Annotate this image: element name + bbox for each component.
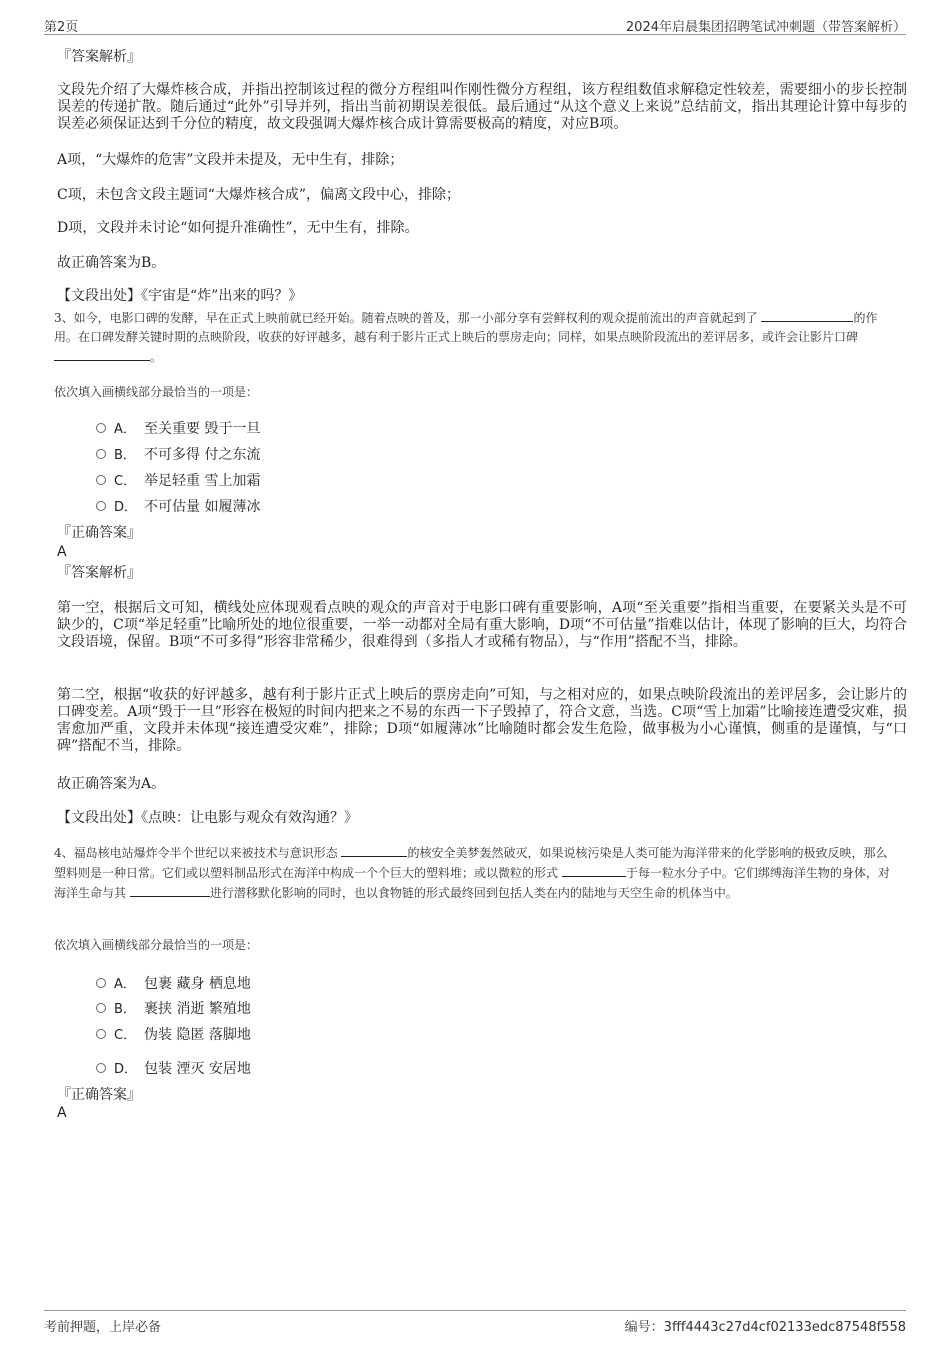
option-letter: A． [114, 422, 136, 437]
q4-blank-3 [130, 883, 210, 897]
option-text: 包裹 藏身 栖息地 [144, 976, 251, 992]
q3-stem-part-2: 的作用。在口碑发酵关键时期的点映阶段，收获的好评越多，越有利于影片正式上映后的票房走向；同样，如果点映阶段流出的差评居多，或许会让影片口碑 [54, 311, 878, 344]
q4-option-c[interactable] [96, 1026, 251, 1045]
document-code: 编号：3fff4443c27d4cf02133edc87548f558 [624, 1320, 906, 1335]
option-letter: B． [114, 448, 136, 463]
q3-answer: A [57, 544, 67, 560]
option-letter: C． [114, 474, 137, 489]
q4-stem-part-2: 的核安全美梦轰然破灭，如果说核污染是人类可能为海洋带来的化学影响的极致反映，那么塑料则是一种日常。它们或以塑料制品形式在海洋中构成一个个巨大的塑料堆；或以微粒的形式 [54, 846, 888, 880]
page-footer [44, 1310, 906, 1333]
footer-slogan: 考前押题，上岸必备 [44, 1320, 162, 1335]
q3-stem [54, 308, 899, 367]
option-text: 举足轻重 雪上加霜 [144, 473, 261, 489]
q3-analysis-paragraph-2: 第二空，根据“收获的好评越多，越有利于影片正式上映后的票房走向”可知，与之相对应的，如果点映阶段流出的差评居多，会让影片的口碑变差。A项“毁于一旦”形容在极短的时间内把来之不易的东西一下子毁掉了，符合文意，当选。C项“雪上加霜”比喻接连遭受灾难，损害愈加严重，文段并未体现“接连遭受灾难”，排除；D项“如履薄冰”比喻随时都会发生危险，做事极为小心谨慎，侧重的是谨慎，与“口碑”搭配不当，排除。 [57, 687, 907, 754]
q4-option-a[interactable] [96, 975, 251, 994]
q3-conclusion: 故正确答案为A。 [57, 776, 166, 792]
radio-icon[interactable] [96, 475, 106, 485]
document-title: 2024年启晨集团招聘笔试冲刺题（带答案解析） [625, 20, 906, 35]
q3-source: 【文段出处】《点映：让电影与观众有效沟通？》 [57, 810, 358, 826]
q3-option-b[interactable] [96, 446, 260, 465]
radio-icon[interactable] [96, 1063, 106, 1073]
q4-option-b[interactable] [96, 1000, 251, 1019]
q4-answer: A [57, 1105, 67, 1121]
q2-analysis-option-c: C项，未包含文段主题词“大爆炸核合成”，偏离文段中心，排除； [57, 187, 461, 203]
q3-analysis-paragraph-1: 第一空，根据后文可知，横线处应体现观看点映的观众的声音对于电影口碑有重要影响，A项“至关重要”指相当重要，在要紧关头是不可缺少的，C项“举足轻重”比喻所处的地位很重要，一举一动都对全局有重大影响，D项“不可估量”指难以估计，体现了影响的巨大，均符合文段语境，保留。B项“不可多得”形容非常稀少，很难得到（多指人才或稀有物品），与“作用”搭配不当，排除。 [57, 600, 907, 650]
q4-option-d[interactable] [96, 1060, 251, 1079]
radio-icon[interactable] [96, 978, 106, 988]
q4-blank-2 [562, 863, 626, 877]
q3-blank-2 [54, 347, 150, 361]
q3-instruction: 依次填入画横线部分最恰当的一项是： [54, 385, 259, 399]
option-text: 伪装 隐匿 落脚地 [144, 1027, 251, 1043]
q2-analysis-label: 『答案解析』 [57, 49, 141, 65]
option-letter: D． [114, 500, 138, 515]
q4-blank-1 [341, 843, 407, 857]
q2-analysis-option-a: A项，“大爆炸的危害”文段并未提及，无中生有，排除； [57, 152, 404, 168]
option-letter: B． [114, 1002, 136, 1017]
option-letter: A． [114, 977, 136, 992]
radio-icon[interactable] [96, 1029, 106, 1039]
option-text: 裹挟 消逝 繁殖地 [144, 1001, 251, 1017]
radio-icon[interactable] [96, 449, 106, 459]
q3-stem-part-1: 3、如今，电影口碑的发酵，早在正式上映前就已经开始。随着点映的普及，那一小部分享有尝鲜权利的观众提前流出的声音就起到了 [54, 311, 758, 325]
q3-blank-1 [761, 308, 853, 322]
q3-stem-part-3: 。 [150, 350, 163, 364]
option-text: 包装 湮灭 安居地 [144, 1061, 251, 1077]
option-text: 不可估量 如履薄冰 [144, 499, 261, 515]
radio-icon[interactable] [96, 1003, 106, 1013]
q2-analysis-option-d: D项，文段并未讨论“如何提升准确性”，无中生有，排除。 [57, 220, 419, 236]
q3-option-c[interactable] [96, 472, 260, 491]
q2-conclusion: 故正确答案为B。 [57, 255, 166, 271]
page-number: 第2页 [44, 20, 79, 35]
option-text: 至关重要 毁于一旦 [144, 421, 261, 437]
page-header [44, 14, 906, 35]
q4-answer-label: 『正确答案』 [57, 1087, 141, 1103]
option-letter: C． [114, 1028, 137, 1043]
q3-answer-label: 『正确答案』 [57, 525, 141, 541]
q4-stem-part-1: 4、福岛核电站爆炸令半个世纪以来被技术与意识形态 [54, 846, 338, 860]
q3-option-d[interactable] [96, 498, 260, 517]
q3-option-a[interactable] [96, 420, 260, 439]
radio-icon[interactable] [96, 501, 106, 511]
q4-stem [54, 843, 899, 903]
q2-source: 【文段出处】《宇宙是“炸”出来的吗？》 [57, 288, 303, 304]
q4-stem-part-3: 于每一粒水分子中。它们绑缚海洋生物的身体，对海洋生命与其 [54, 866, 890, 900]
q4-stem-part-4: 进行潜移默化影响的同时，也以食物链的形式最终回到包括人类在内的陆地与天空生命的机体当中。 [209, 886, 738, 900]
option-letter: D． [114, 1062, 138, 1077]
radio-icon[interactable] [96, 423, 106, 433]
q3-analysis-label: 『答案解析』 [57, 565, 141, 581]
q2-analysis-paragraph: 文段先介绍了大爆炸核合成，并指出控制该过程的微分方程组叫作刚性微分方程组，该方程组数值求解稳定性较差，需要细小的步长控制误差的传递扩散。随后通过“此外”引导并列，指出当前初期误差很低。最后通过“从这个意义上来说”总结前文，指出其理论计算中每步的误差必须保证达到千分位的精度，故文段强调大爆炸核合成计算需要极高的精度，对应B项。 [57, 82, 907, 132]
q4-instruction: 依次填入画横线部分最恰当的一项是： [54, 938, 259, 952]
option-text: 不可多得 付之东流 [144, 447, 261, 463]
